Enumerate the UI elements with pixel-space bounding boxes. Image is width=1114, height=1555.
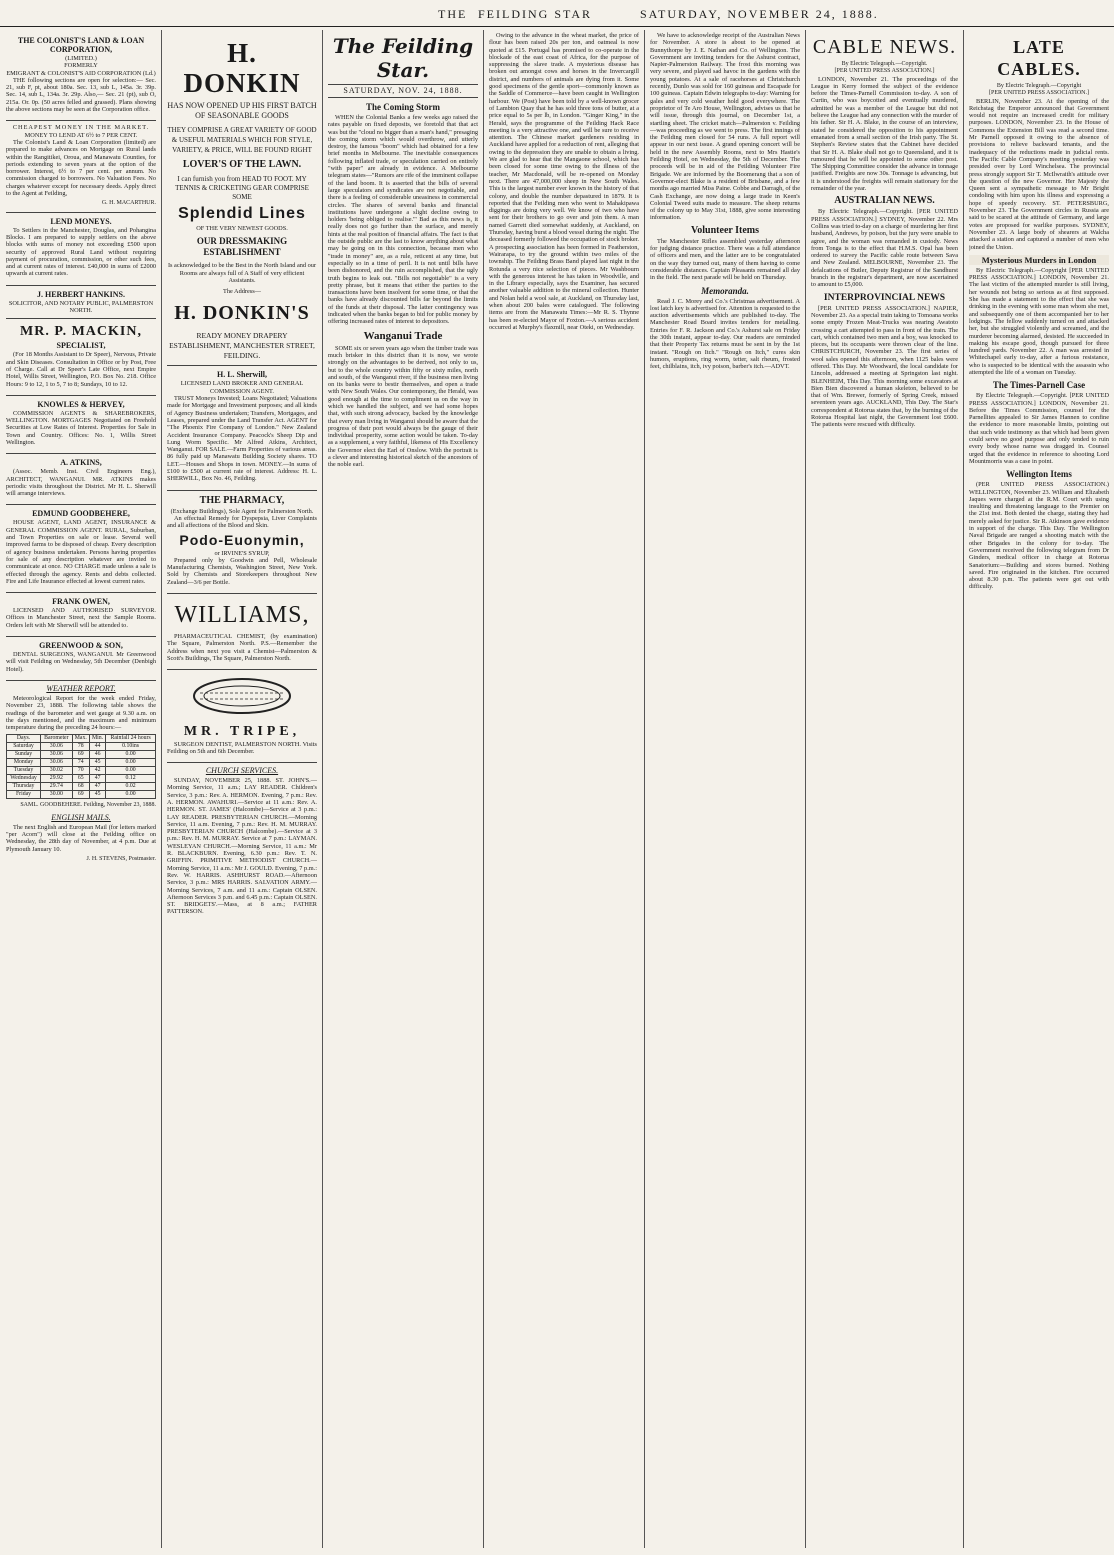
pharmacy-ad [167,491,317,594]
weather-row [7,791,156,799]
column-rule [963,30,964,1548]
williams-name: WILLIAMS, [174,602,310,629]
weather-cell: 69 [72,751,89,759]
colonist-sub: (LIMITED.) [65,55,97,62]
cable-news-head: CABLE NEWS. [812,36,957,58]
weather-row [7,751,156,759]
denture-icon [167,673,317,719]
sherwill-body: TRUST Moneys Invested; Loans Negotiated; Valuations made for Mortgage and Investment purposes; and all kinds of Agency Business undertaken; Transfers, Mortgages, and Leases, prepared under the Land Transfer Act. AGENT for "The Phoenix Fire Company of London." New Zealand Accident Insurance Company. Peacock's Sheep Dip and Lung Worm Specific. Mr Alfred Atkins, Architect, Wanganui. FOR SALE.—Farm Properties of various areas. 86 fully paid up Manawatu Building Society shares. TO LET.—Houses and Shops in town. MONEY.—In sums of £100 to £500 at current rate of interest. Address: H. L. SHERWILL, Box No. 46, Feilding. [167,395,317,483]
weather-col-header: Rainfall 24 hours [106,735,156,743]
page-masthead [0,0,1114,27]
late-byline: By Electric Telegraph.—Copyright [996,83,1082,89]
church-head: CHURCH SERVICES. [205,766,279,776]
weather-cell: 47 [89,783,105,791]
dressmaking-body: Is acknowledged to be the Best in the North Island and our Rooms are always full of A Staff of very efficient Assistants. [167,262,317,284]
weather-cell: 44 [89,743,105,751]
masthead-left: THE [438,7,468,21]
mackin-name: MR. P. MACKIN, [20,324,142,340]
money-body: The Colonist's Land & Loan Corporation (limited) are prepared to make advances on Mortgage on Rural lands within the Rangitikei, Oroua, and Manawatu Counties, for periods extending to seven years at the option of the borrower. Interest, 6½ to 7 per cent. per annum. No commission charged to borrowers. No Valuation Fees. No charges whatever except for necessary deeds. Apply direct to the Agent at Feilding, [6,138,156,198]
late-cables-body: BERLIN, November 23. At the opening of the Reichstag the Emperor announced that Government would not require an increased credit for military purposes. LONDON, November 23. In the House of Commons the Extension Bill was read a second time. Mr Parnell opposed it owing to the absence of provisions to relieve backward tenants, and the inadequacy of the reductions made in judicial rents. The Pacific Cable Company's meeting yesterday was presided over by Lord Winchelsea. The provincial press strongly support Sir T. McIlwraith's attitude over the question of the new Governor. Her Majesty the Queen sent a sympathetic message to Mr Bright condoling with him upon his illness and expressing a hope of speedy recovery. ST. PETERSBURG, November 23. The Government circles in Russia are said to be scared at the attitude of Germany, and large votes are proposed for warlike purposes. SYDNEY, November 23. A large body of shearers at Walcha attacked a station and captured a number of men who joined the Union. [969,97,1109,251]
volunteer-body: The Manchester Rifles assembled yesterday afternoon for judging distance practice. There was a full attendance of officers and men, and the latter are to be congratulated on the way they turned out, many of them having to come considerable distances. Captain Pleasants remained all day in the field. The next parade will be held on Thursday. [650,237,800,282]
podo-body: Prepared only by Goodwin and Pell, Wholesale Manufacturing Chemists, Washington Street, New York. Sold by Chemists and Storekeepers throughout New Zealand—3/6 per Bottle. [167,556,317,586]
weather-col-header: Days. [7,735,41,743]
address-label: The Address— [223,288,261,296]
podo-name: Podo-Euonymin, [179,531,305,548]
weather-cell: 78 [72,743,89,751]
hankins-ad [6,286,156,320]
atkins-body: (Assoc. Memb. Inst. Civil Engineers Eng.), ARCHITECT, WANGANUI. MR. ATKINS makes periodic visits throughout the District. Mr H. L. Sherwill will arrange interviews. [6,468,156,498]
hankins-title: SOLICITOR, AND NOTARY PUBLIC, PALMERSTON NORTH. [8,299,154,315]
cable-byline-2: [PER UNITED PRESS ASSOCIATION.] [834,68,935,75]
weather-row [7,759,156,767]
lend-ad [6,213,156,286]
weather-cell: Thursday [7,783,41,791]
weather-row [7,743,156,751]
weather-col-header: Max. [72,735,89,743]
weather-cell: Tuesday [7,767,41,775]
donkin-name: H. DONKIN [183,38,301,98]
column-rule [322,30,323,1548]
weather-cell: 30.06 [41,743,73,751]
weather-cell: Wednesday [7,775,41,783]
mackin-ad [6,319,156,395]
weather-row [7,775,156,783]
tripe-name: MR. TRIPE, [183,723,301,739]
memoranda-body: Read J. C. Morey and Co.'s Christmas advertisement. A lost latch key is advertised for. Attention is requested to the auction advertisements which are published to-day. The Manchester Road Board invites tenders for metalling. Entries for F. R. Jackson and Co.'s Ashurst sale on Friday the 30th instant, appear to-day. Our readers are reminded that their Property Tax returns must be sent in by the 1st instant. "Rough on Itch." "Rough on Itch," cures skin humors, eruptions, ring worm, tetter, salt rheum, frosted feet, chilblains, itch, ivy poison, barber's itch.—ADVT. [650,297,800,371]
weather-cell: 46 [89,751,105,759]
star-masthead: The Feilding Star. [332,34,474,82]
column-6 [811,32,958,1547]
weather-cell: 0.00 [106,767,156,775]
column-rule [161,30,162,1548]
times-parnell-body: By Electric Telegraph.—Copyright. [PER UNITED PRESS ASSOCIATION.] LONDON, November 21. Before the Times Commission, counsel for the Parnellites appealed to Sir James Hannen to confine the evidence to more reasonable limits, pointing out that such wide testimony as that which had been given could serve no good purpose and only tended to ruin every body whose name was dragged in. Counsel urged that the evidence in reference to shooting Lord Mountmorris was a case in point. [969,392,1109,465]
mails-head: ENGLISH MAILS. [51,812,111,822]
masthead-date: SATURDAY, NOVEMBER 24, 1888. [640,7,879,21]
weather-row [7,767,156,775]
donkin-body: THEY COMPRISE A GREAT VARIETY OF GOOD & USEFUL MATERIALS WHICH FOR STYLE, VARIETY, & PRICE, WILL BE FOUND RIGHT [167,126,317,154]
colonist-formerly: FORMERLY [64,62,98,70]
column-5 [650,32,800,1547]
storm-head: The Coming Storm [366,102,440,112]
wellington-body: (PER UNITED PRESS ASSOCIATION.) WELLINGTON, November 23. William and Elizabeth Jaques were charged at the R.M. Court with using insulting and threatening language to the Premier on the 21st inst. Both denied the charge, stating they had merely asked for justice. Sir R. Atkinson gave evidence in support of the charge. This Day. The Wellington Naval Brigade are ranged a shooting match with the other Brigades in the colony for to-day. The Government received the following telegram from Dr Ginders, medical officer in charge at Rotorua Sanatorium:—Building and stores burned. Nothing saved. Fire originated in the kitchen. Fire occurred about 8.30 p.m. The patients were got out with difficulty. [969,481,1109,591]
mails-body: The next English and European Mail (for letters marked "per Acorn") will close at the Feilding office on Wednesday, the 28th day of November, at 4 p.m. Due at Plymouth January 10. [6,823,156,853]
splendid-sub: OF THE VERY NEWEST GOODS. [196,225,288,232]
weather-body [7,743,156,799]
greenwood-ad [6,637,156,681]
mysterious-head: Mysterious Murders in London [969,255,1109,265]
cable-byline: By Electric Telegraph.—Copyright. [841,61,928,67]
weather-cell: 47 [89,775,105,783]
money-sub: MONEY TO LEND AT 6½ to 7 PER CENT. [24,131,138,139]
column-rule [483,30,484,1548]
column-4 [489,32,639,1547]
column-rule [644,30,645,1548]
williams-body: PHARMACEUTICAL CHEMIST, (by examination) The Square, Palmerston North. P.S.—Remember the Address when next you visit a Chemist—Palmerston & Scott's Buildings, The Square, Palmerston North. [167,633,317,662]
australian-head: AUSTRALIAN NEWS. [834,195,935,207]
weather-cell: 0.12 [106,775,156,783]
late-byline-2: [PER UNITED PRESS ASSOCIATION.] [988,90,1089,97]
mackin-body: (For 18 Months Assistant to Dr Speer), Nervous, Private and Skin Diseases. Consultation in Office or by Post, Free of Charge. Call at Dr Speer's Late Office, next Empire Hotel, Willis Street, Wellington, P.O. Box No. 218. Office Hours: 9 to 12, 1 to 5, 7 to 8; Sundays, 10 to 12. [6,351,156,388]
splendid-lines: Splendid Lines [178,205,306,222]
tripe-ad [167,670,317,763]
atkins-name: A. ATKINS, [60,458,102,468]
hankins-name: J. HERBERT HANKINS. [36,289,126,299]
owen-body: LICENSED AND AUTHORISED SURVEYOR. Offices in Manchester Street, next the Sample Rooms. Orders left with Mr Sherwill will be attended to. [6,607,156,629]
times-parnell-head: The Times-Parnell Case [992,380,1086,391]
weather-head: WEATHER REPORT. [46,683,116,693]
weather-intro: Meteorological Report for the week ended Friday, November 23, 1888. The following table shows the readings of the barometer and wet gauge at 9.30 a.m. on the days mentioned, and the maximum and minimum temperature during the preceding 24 hours:— [6,694,156,732]
weather-cell: 0.10ins [106,743,156,751]
sherwill-title: LICENSED LAND BROKER AND GENERAL COMMISSION AGENT. [180,380,304,395]
donkin-lawn: LOVER'S OF THE LAWN. [182,159,302,170]
weather-row [7,783,156,791]
greenwood-body: DENTAL SURGEONS, WANGANUI. Mr Greenwood will visit Feilding on Wednesday, 5th December (Denbigh Hotel). [6,651,156,673]
weather-cell: 29.92 [41,775,73,783]
weather-cell: 45 [89,791,105,799]
mackin-title: SPECIALIST, [56,341,106,351]
weather-cell: 0.02 [106,783,156,791]
donkin2-name: H. DONKIN'S [174,302,310,325]
weather-cell: Sunday [7,751,41,759]
weather-cell: 0.00 [106,751,156,759]
weather-cell: 69 [72,791,89,799]
wanganui-head: Wanganui Trade [363,329,443,342]
colonist-former-name: EMIGRANT & COLONIST'S AID CORPORATION (Ld.) [6,69,156,77]
weather-cell: 29.74 [41,783,73,791]
weather-cell: 65 [72,775,89,783]
knowles-body: COMMISSION AGENTS & SHAREBROKERS, WELLINGTON. MORTGAGES Negotiated on Freehold Securities at Low Rates of Interest. Properties for Sale in Town and Country. Offices: No. 1, Willis Street Wellington. [6,409,156,446]
knowles-ad [6,396,156,454]
williams-ad [167,594,317,670]
weather-cell: 68 [72,783,89,791]
masthead-title: FEILDING STAR [478,7,593,21]
goodbehere-name: EDMUND GOODBEHERE, [32,509,130,519]
pharmacy-head: THE PHARMACY, [199,494,285,506]
column-7 [969,32,1109,1547]
weather-cell: 45 [89,759,105,767]
pharmacy-sub: (Exchange Buildings), Sole Agent for Palmerston North. [170,507,314,515]
church-body: SUNDAY, NOVEMBER 25, 1888. ST. JOHN'S.—Morning Service, 11 a.m.; LAY READER. Children's Service, 3 p.m.: Rev. A. HERMON. Evening, 7 p.m.: Rev. A. HERMON. AWAHURI.—Service at 11 a.m.: Rev. A. HERMON. ST. JAMES' (Halcombe)—Service at 3 p.m.: LAY READER. PRESBYTERIAN CHURCH.—Morning Service, 11 a.m. Evening, 7 p.m.: Rev. H. M. MURRAY. PRESBYTERIAN CHURCH (Halcombe).—Service at 3 p.m.: Rev. H. M. MURRAY. Service at 7 p.m.: LAYMAN. WESLEYAN CHURCH.—Morning Service, 11 a.m.: Mr R. BLACKBURN. Evening, 6.30 p.m.: Rev. T. N. GRIFFIN. PRIMITIVE METHODIST CHURCH.—Morning Service, 11 a.m.: Mr J. GOULD. Evening, 7 p.m.: Rev. W. HARRIS. ASHHURST ROAD.—Afternoon Service, 3 p.m.: MRS HARRIS. SALVATION ARMY.—Morning Services, 7 a.m. and 11 a.m.: Captain OLSEN. Afternoon Services 3 p.m. and 6.45 p.m.: Captain OLSEN. ST. BRIDGETS'.—Mass, at 8 a.m.; FATHER PATTERSON. [167,777,317,916]
weather-cell: 74 [72,759,89,767]
weather-cell: Saturday [7,743,41,751]
volunteer-head: Volunteer Items [690,224,760,236]
lend-head: LEND MONEYS. [50,216,112,226]
interprovincial-body: [PER UNITED PRESS ASSOCIATION.] NAPIER, November 23. As a special train taking to Tomoana works some empty Frozen Meat-Trucks was nearing Awatoto crossing a cart attempted to pass in front of the train. The cart, which contained two men and a boy, was knocked to pieces, but its occupants were thrown clear of the line. CHRISTCHURCH, November 23. The first series of wool sales opened this afternoon, when 1125 bales were offered. This Day. Mr Woodward, the local candidate for Lincoln, addressed a meeting at Springston last night. BLENHEIM, This Day. This morning some excavators at Bien Bien discovered a human skeleton, believed to be that of Wm. Brewer, formerly of Spring Creek, missed seventeen years ago. AUCKLAND, This Day. The Star's correspondent at Rotorua states that, by the burning of the Rotorua Hospital last night, the Government lost £600. The patients were rescued with difficulty. [811,304,958,429]
storm-body: WHEN the Colonial Banks a few weeks ago raised the rates payable on fixed deposits, we foretold that that act was but the "cloud no bigger than a man's hand," presaging the coming storm which would overthrow, and utterly destroy, the famous "boom" which had obtained for a few brief months in Melbourne. The inevitable consequences following inflated trade, or speculation carried on entirely "with paper" are already in evidence. A Melbourne telegram states—"Rumors are rife of the imminent collapse of the land boom. It is asserted that the bills of several large speculators and syndicates are not negotiable, and there is a feeling of considerable uneasiness in commercial circles. The shares of several banks and financial institutions have undergone a slight decline owing to holders 'being obliged to realise.'" Bad as this news is, it really does not go further than the surface, and merely hints at the real position of financial affairs. The fact is that the outside public are the last to know anything about what may be going on in this connection, because men who "trade in money" are, as a rule, reticent at any time, but especially so in a time of peril. It is not until bills have been dishonored, and the ruin accomplished, that the ugly truth begins to leak out. "Bills not negotiable" is a very pretty phrase, but it means that either the parties to the transactions have been insolvent for some time, or that the banks have already discounted bills far beyond the limits of the funds at their disposal. The latter contingency was indicated when the banks began to bid for public money by offering increased rates of interest to depositors. [328,114,478,326]
mails-sig: J. H. STEVENS, Postmaster. [86,855,156,862]
colonist-title: THE COLONIST'S LAND & LOAN CORPORATION, [17,36,145,54]
money-sig: G. H. MACARTHUR. [101,200,156,207]
column-rule [805,30,806,1548]
goodbehere-body: HOUSE AGENT, LAND AGENT, INSURANCE & GENERAL COMMISSION AGENT. RURAL, Suburban, and Town Properties on sale or lease. Several well improved farms to be disposed of cheap. Every description of agency business undertaken. Persons having properties for sale of any description whatever are invited to communicate at once. NO CHARGE made unless a sale is effected through the agency. Rents and debts collected. Fire and Life Insurance effected at lowest current rates. [6,519,156,585]
dressmaking: OUR DRESSMAKING ESTABLISHMENT [196,236,288,258]
mysterious-body: By Electric Telegraph.—Copyright [PER UNITED PRESS ASSOCIATION.] LONDON, November 21. The last victim of the attempted murder is still living, her wounds not being so serious as at first supposed. She has made a statement to the effect that she was drinking in the evening with some man whom she met, and subsequently one of them accompanied her to her lodgings. The fellow suddenly turned on and attacked her, but she struggled violently and screamed, and the murderer becoming alarmed, desisted. He succeeded in making his escape good, though pursued for three hundred yards. November 22. A man was arrested in Whitechapel early to-day, after a furious resistance, who is suspected to be identical with the assassin who attempted the life of a woman on Tuesday. [969,266,1109,376]
owen-ad [6,593,156,637]
weather-cell: 30.02 [41,767,73,775]
local-news-body-2: We have to acknowledge receipt of the Australian News for November. A store is about to be opened at Bunnythorpe by J. E. Nathan and Co. of Wellington. The Government are inviting tenders for the Ashurst contract, Napier-Palmerston Railway. The frost this morning was very severe, and played sad havoc in the gardens with the young potatoes. At a sale of racehorses at Christchurch recently, Dunlo was sold for 160 guineas and Escapade for 100 guineas. Captain Edwin telegraphs to-day: Warning for gales and very cold weather hold good everywhere. The proprietor of Te Aro House, Wellington, advises us that he will issue, through this journal, on December 1st, a startling sheet. The cricket match—Palmerston v. Feilding—was proceeding as we went to press. The first innings of the Feilding men closed for 54 runs. A full report will appear in our next issue. A grand opening concert will be held in the new Assembly Rooms, next to Mrs Hastie's Feilding Hotel, on Wednesday, the 5th of December. The proceeds will be in aid of the Feilding Volunteer Fire Brigade. We are informed by the Boomerang that a son of Governor-elect Blake is a resident of Brisbane, and a few months ago married Miss Paine. Cobbe and Darragh, of the Cash Exchange, are now doing a large trade in Keen's Colonial Tweed suits made to measure. The sheep returns of the colony up to May 31st, 1888, give some interesting information. [650,32,800,222]
weather-table [6,734,156,799]
weather-sig: SAML. GOODBEHERE. Feilding, November 23, 1888. [20,802,156,809]
weather-header-row [7,735,156,743]
weather-cell: 0.00 [106,759,156,767]
tripe-body: SURGEON DENTIST, PALMERSTON NORTH. Visits Feilding on 5th and 6th December. [167,740,317,755]
cable-body: LONDON, November 21. The proceedings of the League in Kerry formed the subject of the evidence before the Times-Parnell Commission to-day. A son of Curtin, who was boycotted and eventually murdered, admitted he was a member of the League but did not believe the League had any connection with the murder of his father. Sir H. A. Blake, in the course of an interview, stated he considered the opposition to his appointment emanated from a small section of the Irish party. The St. Stephen's Review states that the Cabinet have decided that Sir H. A. Blake shall not go to Queensland, and it is rumoured that he will be appointed to some other post. The Shipping Committee consider the advance in tonnage justified. Freights are now 30s. Tonnage is advancing, but it is understood the freights will remain stationary for the remainder of the year. [811,75,958,193]
column-1 [6,32,156,1547]
wanganui-body: SOME six or seven years ago when the timber trade was much brisker in this district than it is now, we wrote strongly on the advantages to be derived, not only to us, but to the whole country within fifty or sixty miles, north and south, of the Wanganui river, if the business men living on its banks were to bestir themselves, and open a trade with New South Wales. Our contemporary, the Herald, was good enough at the time to compliment us on the way in which we handled the subject, and we had some hopes that, with such strong advocacy, backed by the knowledge that every man living in Wanganui should be aware that the progress of their port would always be the gauge of their individual prosperity, some action would be taken. To-day as a supplement, a very faithful, likeness of His Excellency the Governor elect the Earl of Onslow. With the portrait is a clever and interesting historical sketch of the ancestors of the noble earl. [328,344,478,469]
greenwood-name: GREENWOOD & SON, [39,641,123,651]
wellington-head: Wellington Items [1006,469,1072,480]
weather-cell: 30.00 [41,791,73,799]
pharmacy-body: An effectual Remedy for Dyspepsia, Liver Complaints and all affections of the Blood and Skin. [167,514,317,530]
local-news-body: Owing to the advance in the wheat market, the price of flour has been raised 20s per ton, and oatmeal is now quoted at £15. Portugal has promised to co-operate in the blockade of the east coast of Africa, for the purpose of suppressing the slave trade. A mysterious disease has broken out amongst cows and horses in the Invercargill district, and numbers of animals are dying from it. Some good specimens of the gentle sport—commonly known as the Saddle of Commerce—have been caught in Wellington harbour. We (Post) have been told by a well-known grocer of Lambton Quay that he has sold three tons of butter, at a price equal to 5s per lb, in London. "Ginger King," in the Herald, says the programme of the Feilding Hack Race meeting is a very attractive one, and will be sure to receive attention. The Chinese market gardeners residing in Auckland have applied for a reduction of rent, alleging that owing to the depression they are unable to obtain a living. We are glad to hear that the Mangaone school, which has been closed for some time owing to the illness of the teacher, Mr Macdonald, will be re-opened on Monday next. There are 47,000,000 sheep in New South Wales. This is the largest number ever known in the history of that colony, and double the number depastured in 1879. It is reported that the Feilding men who went to Mahakipawa diggings are doing very well. We know of two who have sent for their brothers to go over and join them. A man named Garrett died somewhat suddenly, at Auckland, on Thursday, having burst a blood vessel during the night. The deceased formerly followed the occupation of stock broker. A prospecting association has been formed in Featherston, Wairarapa, to try the ground within two miles of the township. The Feilding Brass Band played last night in the Rotunda a very nice selection of pieces. Mr Washbourn with the generous interest he has taken in Woodville, and in the Library especially, says the Examiner, has secured another valuable addition to the mineral collection. Hunter and Nolan held a wool sale, at Auckland, on Thursday last, when about 200 bales were catalogued. The following items are from the Manawatu Times:—Mr R. S. Thynne has been re-elected Mayor of Foxton.—A serious accident occurred at Murphy's flaxmill, near Oteki, on Wednesday. [489,32,639,331]
memoranda-head: Memoranda. [701,285,749,296]
owen-name: FRANK OWEN, [52,597,110,607]
colonist-ad [6,32,156,121]
donkin2-body: READY MONEY DRAPERY ESTABLISHMENT, MANCHESTER STREET, FEILDING. [169,331,315,361]
donkin-opened: HAS NOW OPENED UP HIS FIRST BATCH OF SEASONABLE GOODS [167,101,317,120]
lend-body: To Settlers in the Manchester, Douglas, and Pohangina Blocks. I am prepared to supply settlers on the above blocks with sums of money not exceeding £500 upon security of approved Rural Land without requiring payment of procuration, commission, or other such fees, and at current rates of interest. £40,000 in sums of £2000 upwards at current rates. [6,226,156,278]
interprovincial-head: INTERPROVINCIAL NEWS [823,292,946,303]
knowles-name: KNOWLES & HERVEY, [37,399,125,409]
colonist-body: THE following sections are open for selection:— Sec. 21, sub F, pt, about 180a. Sec. 13, sub L, 145a. 3r. 39p. Sec. 14, sub L, 134a. 3r. 29p. Also,— Sec. 21 (pt), sub O, 215a. Or. 0p. (50 acres felled and grassed). Plans showing the above sections may be seen at the Corporation office. [6,76,156,114]
weather-cell: Friday [7,791,41,799]
donkin-ad [167,32,317,366]
atkins-ad [6,454,156,505]
weather-cell: 0.00 [106,791,156,799]
weather-cell: 30.06 [41,759,73,767]
money-head: CHEAPEST MONEY IN THE MARKET. [12,124,150,132]
weather-col-header: Min. [89,735,105,743]
weather-col-header: Barometer [41,735,73,743]
goodbehere-ad [6,505,156,593]
star-date: SATURDAY, NOV. 24, 1888. [328,84,478,98]
weather-cell: 70 [72,767,89,775]
weather-cell: 42 [89,767,105,775]
column-2 [167,32,317,1547]
australian-body: By Electric Telegraph.—Copyright. [PER UNITED PRESS ASSOCIATION.] SYDNEY, November 22. Mrs Collins was tried to-day on a charge of murdering her first husband, Andrews, by poison, but the jury were unable to agree, and the woman was remanded in custody. News from Tonga is to the effect that H.M.S. Opal has been ordered to survey the Pacific cable route between Sava and New Zealand. MELBOURNE, November 23. The defalcations of Butler, Deputy Registrar of the Sandhurst branch in the registrar's department, are now ascertained to amount to £5,000. [811,208,958,289]
weather-cell: 30.06 [41,751,73,759]
money-ad [6,121,156,212]
sherwill-ad [167,366,317,490]
late-cables-head: LATE CABLES. [997,37,1081,79]
sherwill-name: H. L. Sherwill, [216,370,267,380]
donkin-body2: I can furnish you from HEAD TO FOOT. MY TENNIS & CRICKETING GEAR COMPRISE SOME [175,175,309,201]
weather-cell: Monday [7,759,41,767]
podo-sub: or IRVINE'S SYRUP, [214,549,270,557]
column-3 [328,32,478,1547]
